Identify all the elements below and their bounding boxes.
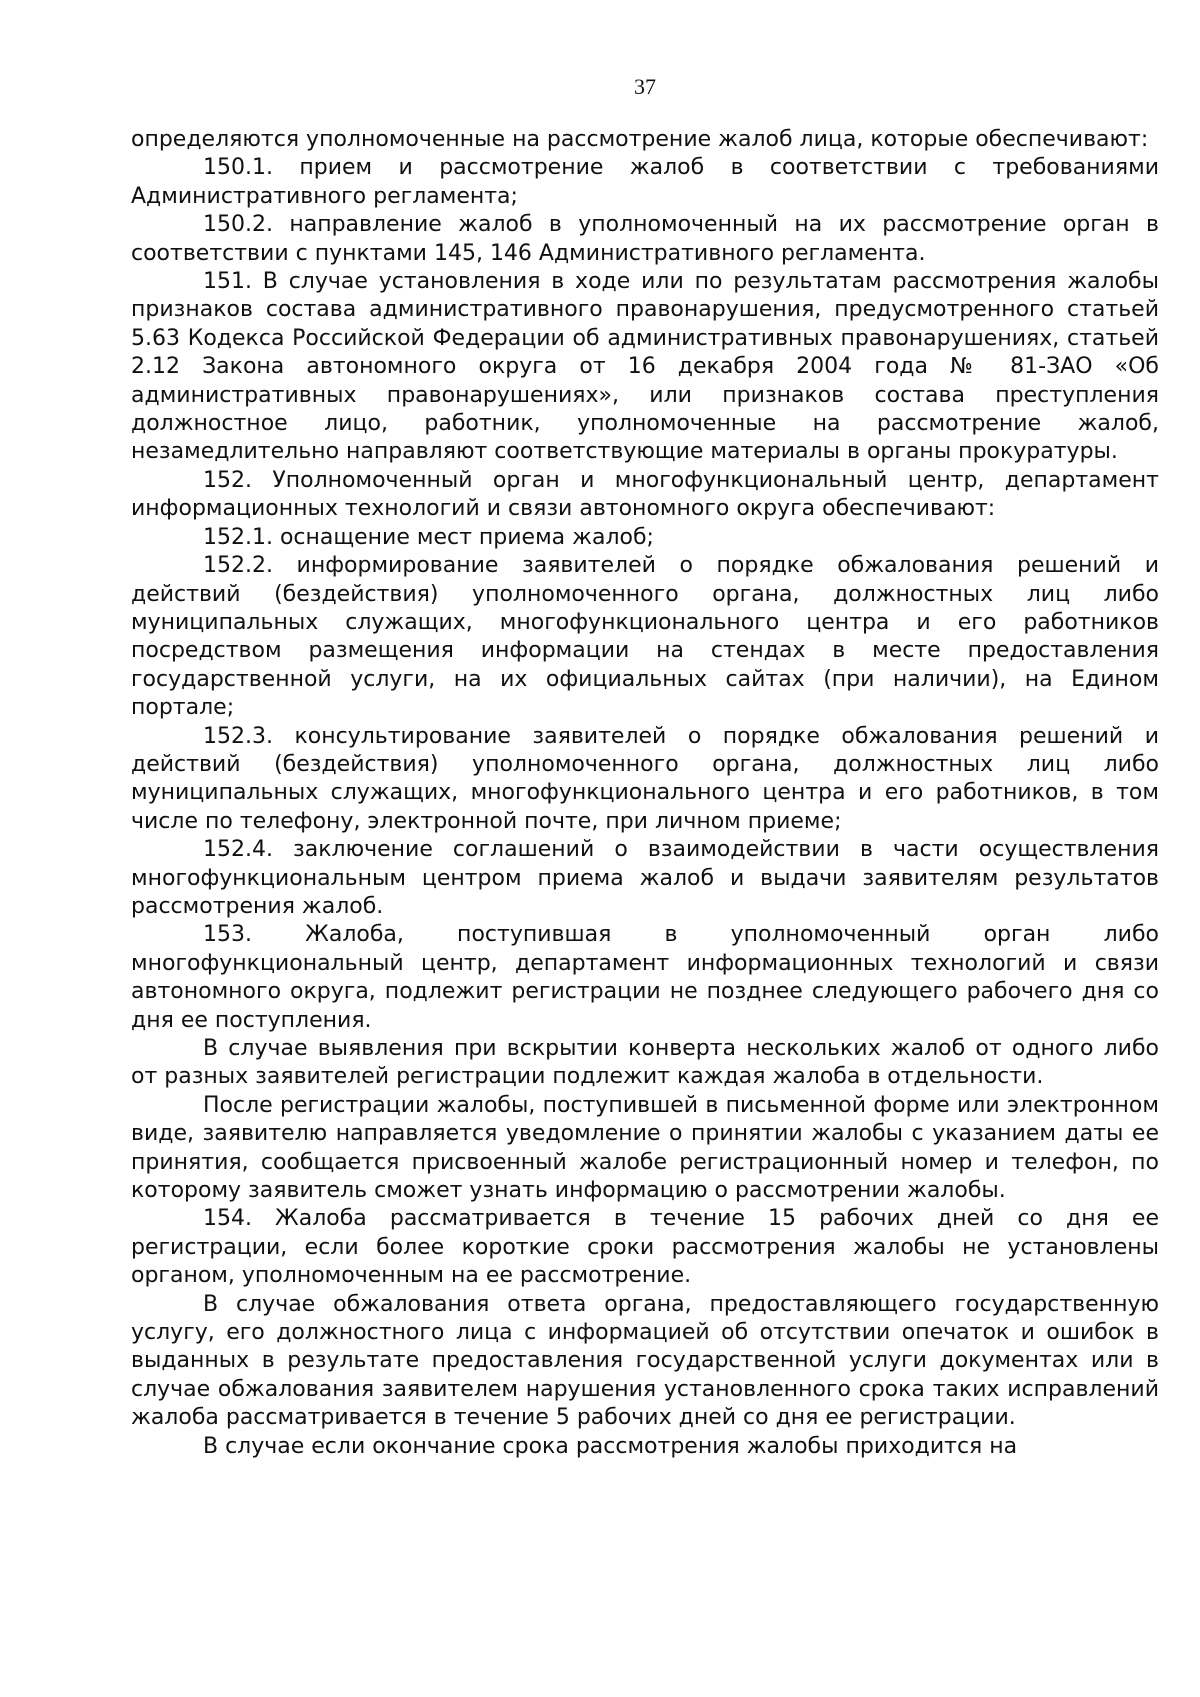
paragraph-152-1: 152.1. оснащение мест приема жалоб; <box>203 524 654 550</box>
paragraph-153: 153. Жалоба, поступившая в уполномоченный орган либо многофункциональный центр, департамент информационных технологий и связи автономного округа, подлежит регистрации не позднее следующего рабочего дня со дня ее поступления. <box>131 922 1159 1033</box>
paragraph-150-2: 150.2. направление жалоб в уполномоченный на их рассмотрение орган в соответствии с пунктами 145, 146 Административного регламента. <box>131 212 1159 266</box>
paragraph-152-4: 152.4. заключение соглашений о взаимодействии в части осуществления многофункциональным центром приема жалоб и выдачи заявителям результатов рассмотрения жалоб. <box>131 837 1159 919</box>
paragraph-150-1: 150.1. прием и рассмотрение жалоб в соответствии с требованиями Административного регламента; <box>131 155 1159 209</box>
paragraph-154-corrections: В случае обжалования ответа органа, предоставляющего государственную услугу, его должностного лица с информацией об отсутствии опечаток и ошибок в выданных в результате предоставления государственной услуги документах или в случае обжалования заявителем нарушения установленного срока таких исправлений жалоба рассматривается в течение 5 рабочих дней со дня ее регистрации. <box>131 1291 1159 1431</box>
page-number: 37 <box>634 74 656 99</box>
paragraph-152-3: 152.3. консультирование заявителей о порядке обжалования решений и действий (бездействия) уполномоченного органа, должностных лиц либо муниципальных служащих, многофункционального центра и его работников, в том числе по телефону, электронной почте, при личном приеме; <box>131 723 1159 834</box>
paragraph-151: 151. В случае установления в ходе или по результатам рассмотрения жалобы признаков состава административного правонарушения, предусмотренного статьей 5.63 Кодекса Российской Федерации об административных правонарушениях, статьей 2.12 Закона автономного округа от 16 декабря 2004 года № 81-ЗАО «Об административных правонарушениях», или признаков состава преступления должностное лицо, работник, уполномоченные на рассмотрение жалоб, незамедлительно направляют соответствующие материалы в органы прокуратуры. <box>131 269 1159 465</box>
paragraph-152-2: 152.2. информирование заявителей о порядке обжалования решений и действий (бездействия) уполномоченного органа, должностных лиц либо муниципальных служащих, многофункционального центра и его работников посредством размещения информации на стендах в месте предоставления государственной услуги, на их официальных сайтах (при наличии), на Едином портале; <box>131 553 1159 721</box>
paragraph-153-notification: После регистрации жалобы, поступившей в письменной форме или электронном виде, заявителю направляется уведомление о принятии жалобы с указанием даты ее принятия, сообщается присвоенный жалобе регистрационный номер и телефон, по которому заявитель сможет узнать информацию о рассмотрении жалобы. <box>131 1092 1159 1204</box>
document-body <box>131 126 1159 1461</box>
paragraph-154-deadline: В случае если окончание срока рассмотрения жалобы приходится на <box>203 1433 1018 1459</box>
paragraph-154: 154. Жалоба рассматривается в течение 15 рабочих дней со дня ее регистрации, если более короткие сроки рассмотрения жалобы не установлены органом, уполномоченным на ее рассмотрение. <box>131 1206 1159 1289</box>
paragraph-153-multiple-complaints: В случае выявления при вскрытии конверта нескольких жалоб от одного либо от разных заявителей регистрации подлежит каждая жалоба в отдельности. <box>131 1036 1159 1090</box>
paragraph-continuation: определяются уполномоченные на рассмотрение жалоб лица, которые обеспечивают: <box>131 127 1149 152</box>
paragraph-152: 152. Уполномоченный орган и многофункциональный центр, департамент информационных технологий и связи автономного округа обеспечивают: <box>131 467 1159 522</box>
